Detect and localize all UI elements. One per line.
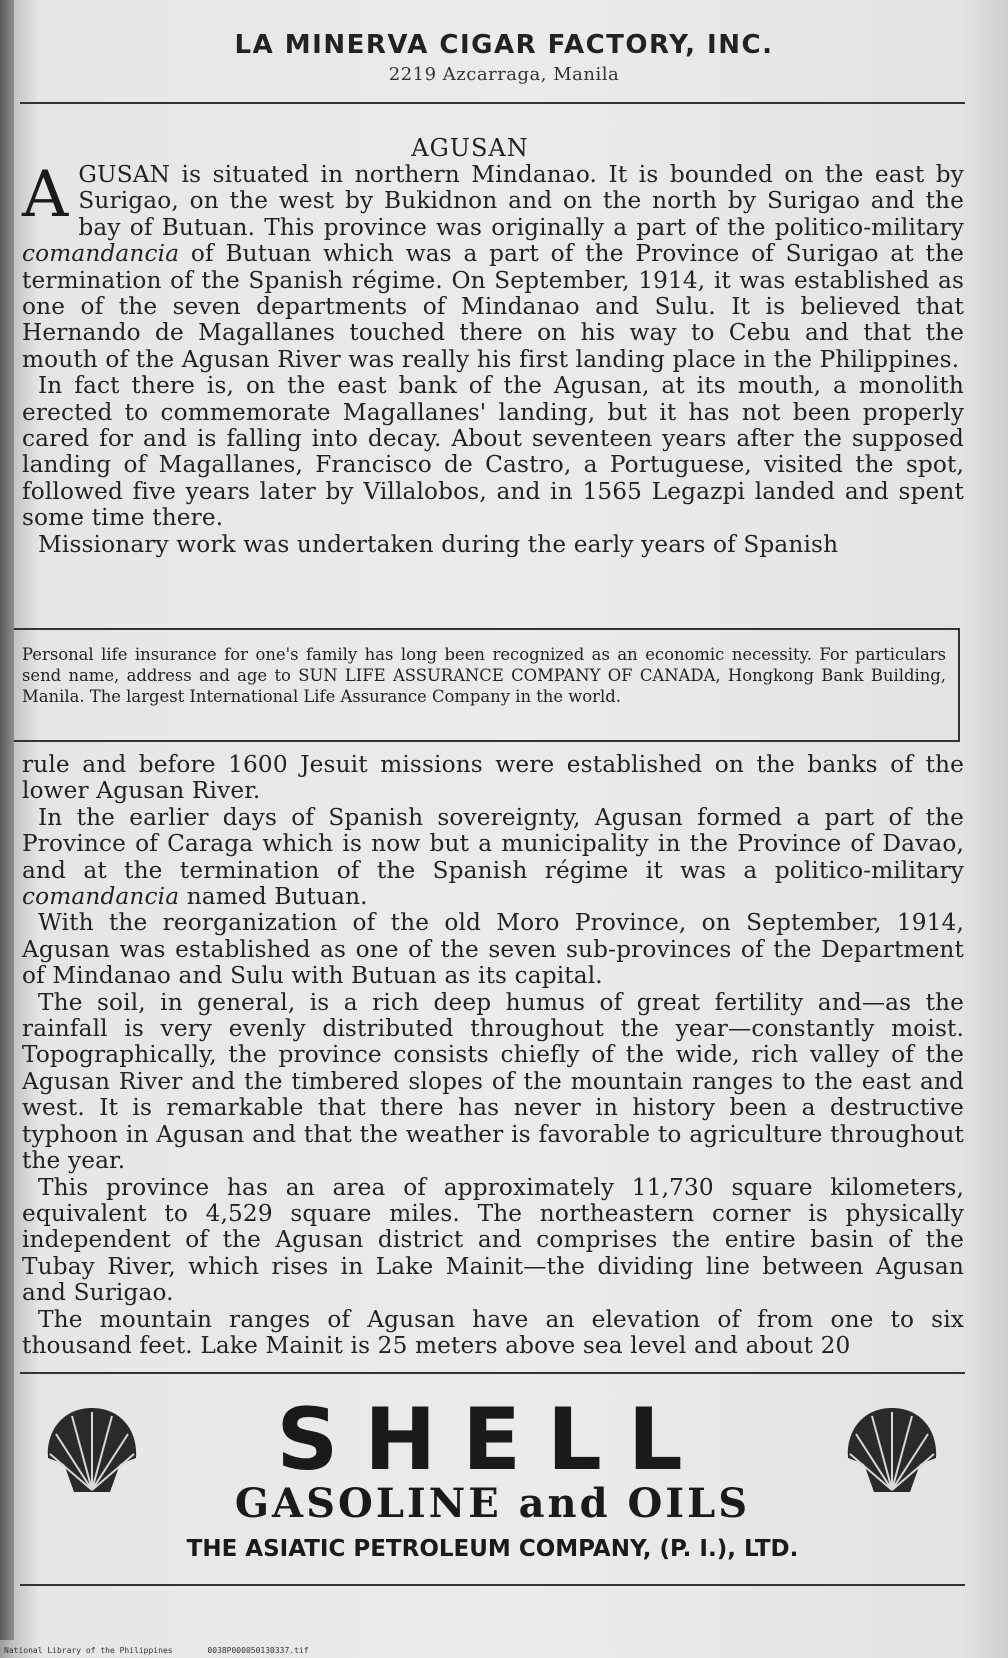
article-paragraph-7: This province has an area of approximately 11,730 square kilometers, equivalent to 4,529 square miles. The northeastern corner is physically independent of the Agusan district and comprises the entire basin of the Tubay River, which rises in Lake Mainit—the dividing line between Agusan and Surigao. bbox=[22, 1173, 964, 1307]
header-rule bbox=[20, 102, 965, 104]
article-paragraph-5: With the reorganization of the old Moro Province, on September, 1914, Agusan was established as one of the seven sub-provinces of the Department of Mindanao and Sulu with Butuan as its capital. bbox=[22, 909, 964, 990]
insurance-ad-text: Personal life insurance for one's family has long been recognized as an economic necessity. For particulars send name, address and age to SUN LIFE ASSURANCE COMPANY OF CANADA, Hongkong Bank Building, Manila. The largest International Life Assurance Company in the world. bbox=[22, 645, 946, 706]
shell-brand: SHELL bbox=[276, 1390, 709, 1490]
article-body-top bbox=[22, 158, 964, 558]
article-paragraph-3-end: rule and before 1600 Jesuit missions were established on the banks of the lower Agusan River. bbox=[22, 751, 964, 805]
footer-library: National Library of the Philippines bbox=[4, 1646, 173, 1655]
book-binding-edge bbox=[0, 0, 14, 1640]
drop-cap: A bbox=[22, 158, 69, 232]
scan-footer bbox=[4, 1646, 339, 1655]
page-header bbox=[0, 30, 1008, 85]
shell-ad bbox=[20, 1372, 965, 1586]
shell-company: THE ASIATIC PETROLEUM COMPANY, (P. I.), LTD. bbox=[186, 1536, 799, 1562]
article-paragraph-4: In the earlier days of Spanish sovereignty, Agusan formed a part of the Province of Caraga which is now but a municipality in the Province of Davao, and at the termination of the Spanish régime it was a politico-military comandancia named Butuan. bbox=[22, 803, 964, 911]
article-paragraph-2: In fact there is, on the east bank of the Agusan, at its mouth, a monolith erected to commemorate Magallanes' landing, but it has not been properly cared for and is falling into decay. About seventeen years after the supposed landing of Magallanes, Francisco de Castro, a Portuguese, visited the spot, followed five years later by Villalobos, and in 1565 Legazpi landed and spent some time there. bbox=[22, 372, 964, 532]
article-title: AGUSAN bbox=[411, 134, 529, 162]
shell-tagline: GASOLINE and OILS bbox=[234, 1480, 751, 1527]
header-company: LA MINERVA CIGAR FACTORY, INC. bbox=[234, 30, 774, 60]
article-paragraph-1: AGUSAN is situated in northern Mindanao. It is bounded on the east by Surigao, on the west by Bukidnon and on the north by Surigao and the bay of Butuan. This province was originally a part of the politico-military comandancia of Butuan which was a part of the Province of Surigao at the termination of the Spanish régime. On September, 1914, it was established as one of the seven departments of Mindanao and Sulu. It is believed that Hernando de Magallanes touched there on his way to Cebu and that the mouth of the Agusan River was really his first landing place in the Philippines. bbox=[22, 158, 964, 373]
article-paragraph-3-start: Missionary work was undertaken during the early years of Spanish bbox=[38, 530, 839, 558]
header-address: 2219 Azcarraga, Manila bbox=[388, 64, 620, 85]
article-paragraph-6: The soil, in general, is a rich deep humus of great fertility and—as the rainfall is very evenly distributed throughout the year—constantly moist. Topographically, the province consists chiefly of the wide, rich valley of the Agusan River and the timbered slopes of the mountain ranges to the east and west. It is remarkable that there has never in history been a destructive typhoon in Agusan and that the weather is favorable to agriculture throughout the year. bbox=[22, 988, 964, 1175]
article-paragraph-8: The mountain ranges of Agusan have an elevation of from one to six thousand feet. Lake Mainit is 25 meters above sea level and about 20 bbox=[22, 1305, 964, 1359]
footer-file-id: 0038P000050130337.tif bbox=[207, 1646, 309, 1655]
article-body-bottom bbox=[22, 752, 964, 1359]
insurance-ad bbox=[14, 628, 960, 742]
